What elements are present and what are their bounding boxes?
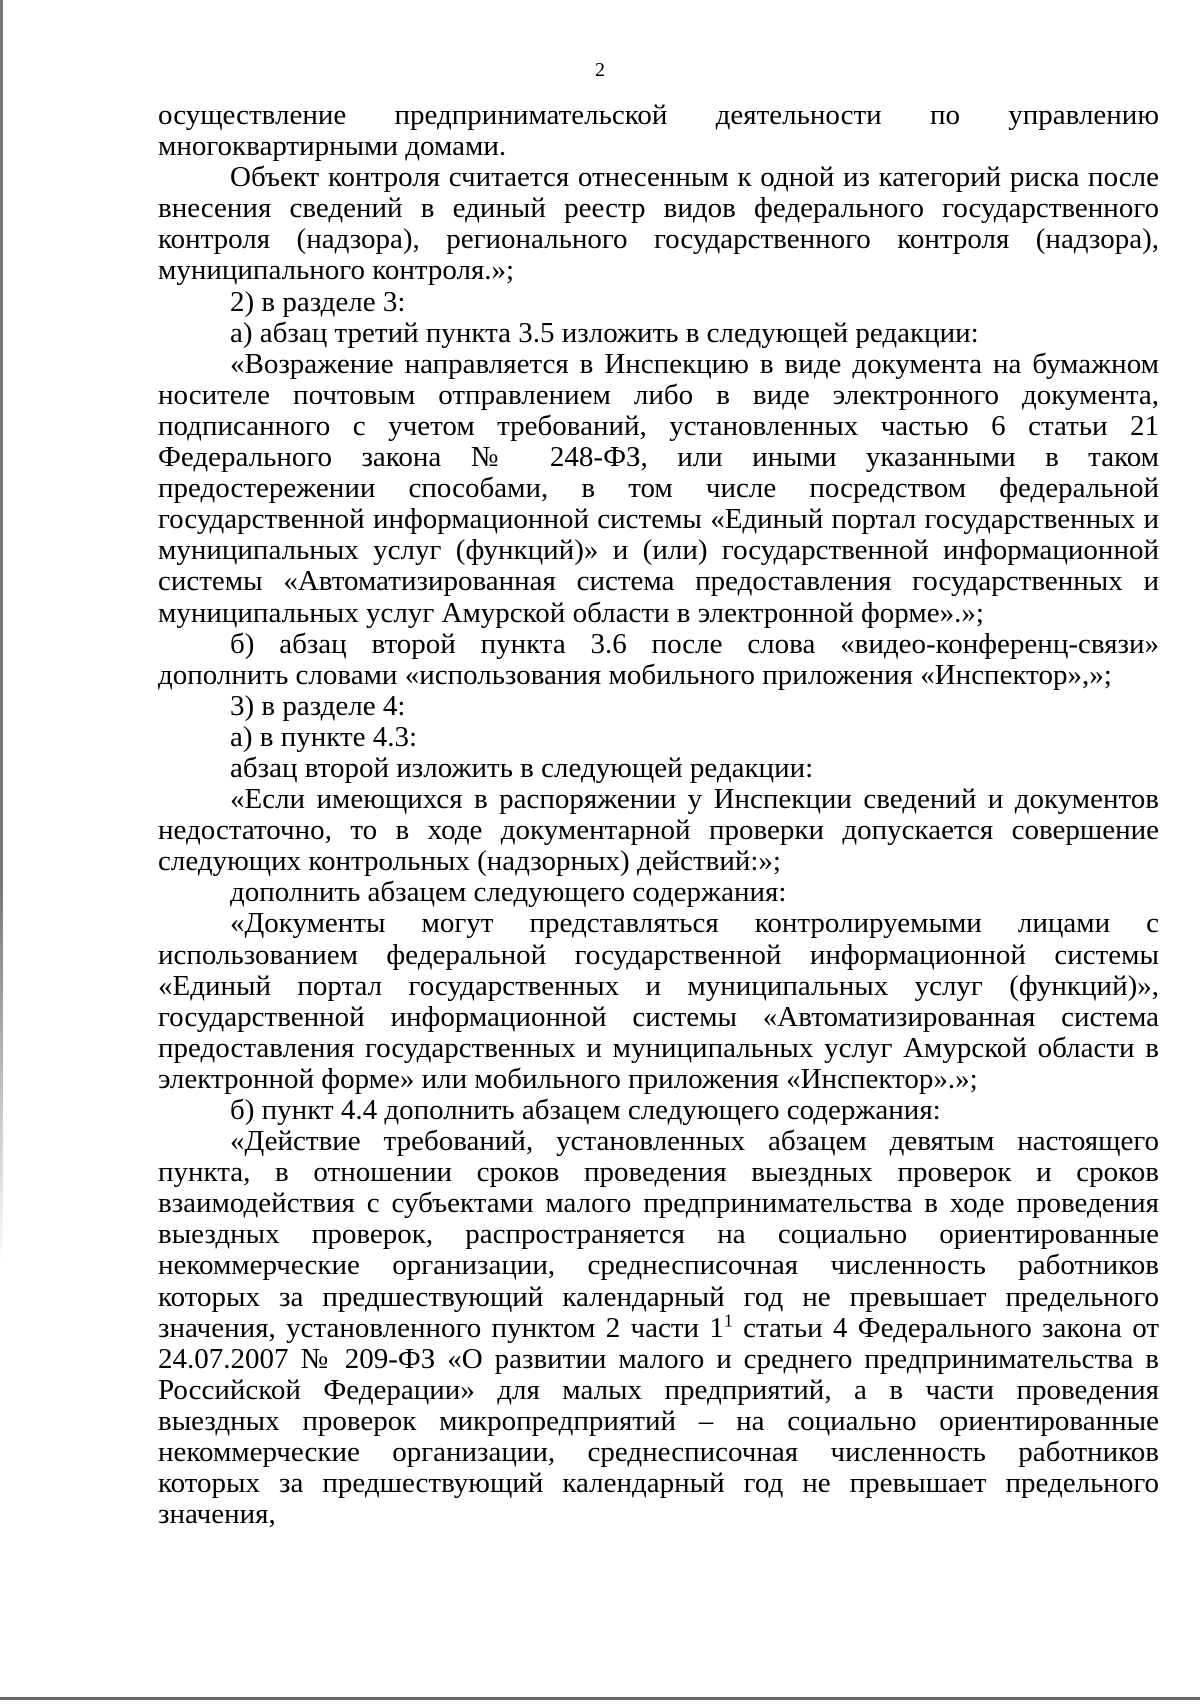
paragraph-add-abzac: дополнить абзацем следующего содержания:: [230, 876, 787, 909]
paragraph-requirements: [158, 1126, 1159, 1530]
paragraph-requirements-part-2: статьи 4 Федерального закона от 24.07.2007 № 209-ФЗ «О развитии малого и среднего предпринимательства в Российской Федерации» для малых предприятий, а в части проведения выездных проверок микропредприятий – на социально ориентированные некоммерческие организации, среднесписочная численность работников которых за предшествующий календарный год не превышает предельного значения,: [158, 1311, 1159, 1531]
superscript-part-number: 1: [723, 1310, 733, 1330]
paragraph-objection: «Возражение направляется в Инспекцию в виде документа на бумажном носителе почтовым отправлением либо в виде электронного документа, подписанного с учетом требований, установленных частью 6 статьи 21 Федерального закона № 248-ФЗ, или иными указанными в таком предостережении способами, в том числе посредством федеральной государственной информационной системы «Единый портал государственных и муниципальных услуг (функций)» и (или) государственной информационной системы «Автоматизированная система предоставления государственных и муниципальных услуг Амурской области в электронной форме».»;: [158, 347, 1159, 629]
document-body: [158, 100, 1159, 1530]
paragraph-requirements-part-1: «Действие требований, установленных абзацем девятым настоящего пункта, в отношении сроков проведения выездных проверок и сроков взаимодействия с субъектами малого предпринимательства в ходе проведения выездных проверок, распространяется на социально ориентированные некоммерческие организации, среднесписочная численность работников которых за предшествующий календарный год не превышает предельного значения, установленного пунктом 2 части 1: [158, 1125, 1159, 1344]
paragraph-item-3-5: а) абзац третий пункта 3.5 изложить в следующей редакции:: [230, 316, 979, 349]
scan-bottom-edge: [0, 1697, 1200, 1700]
paragraph-item-4-4: б) пункт 4.4 дополнить абзацем следующего содержания:: [230, 1094, 941, 1126]
paragraph-item-3-6: б) абзац второй пункта 3.6 после слова «видео-конференц-связи» дополнить словами «использования мобильного приложения «Инспектор»,»;: [158, 627, 1159, 691]
paragraph-second-abzac: абзац второй изложить в следующей редакции:: [230, 751, 814, 784]
paragraph-section-3: 2) в разделе 3:: [230, 285, 406, 318]
page-number: 2: [595, 59, 605, 81]
paragraph-item-4-3: а) в пункте 4.3:: [230, 720, 418, 753]
paragraph-continuation: осуществление предпринимательской деятельности по управлению многоквартирными домами.: [158, 99, 1159, 163]
paragraph-section-4: 3) в разделе 4:: [230, 689, 406, 722]
scan-edge-shadow: [0, 0, 3, 1265]
paragraph-insufficient-docs: «Если имеющихся в распоряжении у Инспекции сведений и документов недостаточно, то в ходе документарной проверки допускается совершение следующих контрольных (надзорных) действий:»;: [158, 783, 1159, 878]
paragraph-documents-submission: «Документы могут представляться контролируемыми лицами с использованием федеральной государственной информационной системы «Единый портал государственных и муниципальных услуг (функций)», государственной информационной системы «Автоматизированная система предоставления государственных и муниципальных услуг Амурской области в электронной форме» или мобильного приложения «Инспектор».»;: [158, 907, 1159, 1095]
paragraph-risk-category: Объект контроля считается отнесенным к одной из категорий риска после внесения сведений в единый реестр видов федерального государственного контроля (надзора), регионального государственного контроля (надзора), муниципального контроля.»;: [158, 161, 1159, 287]
